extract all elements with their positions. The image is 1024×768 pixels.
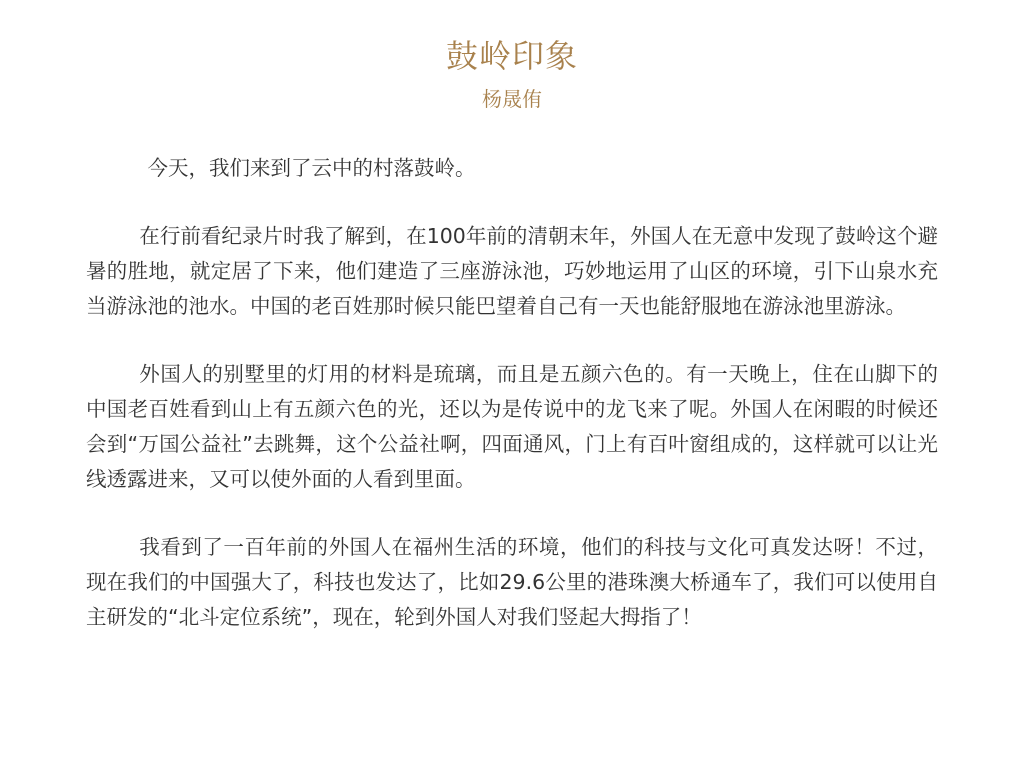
article-title: 鼓岭印象	[445, 37, 578, 75]
paragraph-1: 今天，我们来到了云中的村落鼓岭。	[147, 156, 476, 180]
article-author: 杨晟侑	[482, 87, 542, 111]
paragraph-3: 外国人的别墅里的灯用的材料是琉璃，而且是五颜六色的。有一天晚上，住在山脚下的中国老百姓看到山上有五颜六色的光，还以为是传说中的龙飞来了呢。外国人在闲暇的时候还会到“万国公益社”去跳舞，这个公益社啊，四面通风，门上有百叶窗组成的，这样就可以让光线透露进来，又可以使外面的人看到里面。	[86, 362, 938, 491]
paragraph-2: 在行前看纪录片时我了解到，在100年前的清朝末年，外国人在无意中发现了鼓岭这个避暑的胜地，就定居了下来，他们建造了三座游泳池，巧妙地运用了山区的环境，引下山泉水充当游泳池的池水。中国的老百姓那时候只能巴望着自己有一天也能舒服地在游泳池里游泳。	[86, 224, 938, 318]
paragraph-4: 我看到了一百年前的外国人在福州生活的环境，他们的科技与文化可真发达呀！不过，现在我们的中国强大了，科技也发达了，比如29.6公里的港珠澳大桥通车了，我们可以使用自主研发的“北斗定位系统”，现在，轮到外国人对我们竖起大拇指了！	[86, 535, 938, 629]
article-body	[86, 151, 938, 635]
